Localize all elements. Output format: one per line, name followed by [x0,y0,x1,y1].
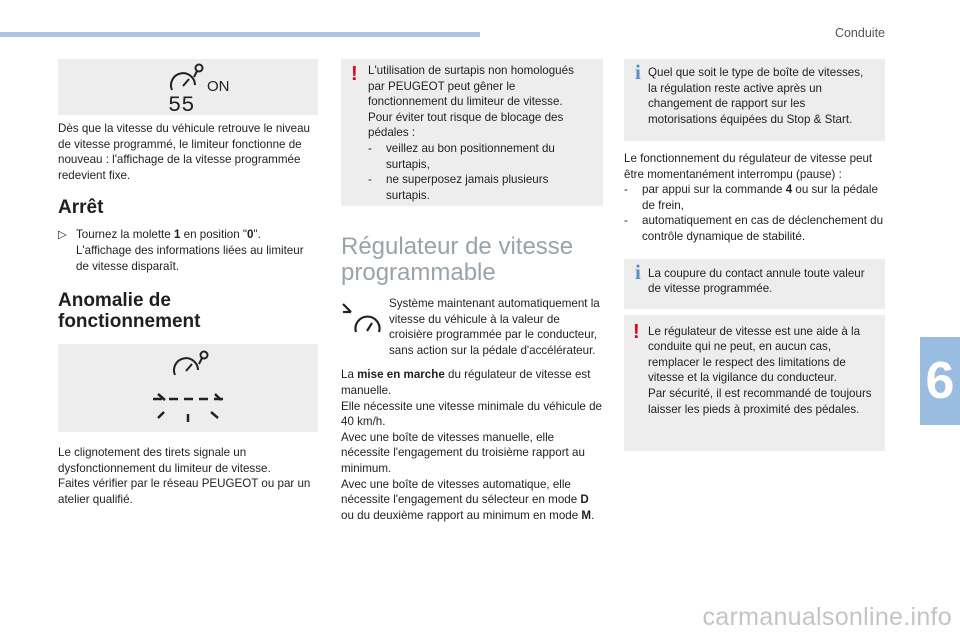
cruise-intro [341,296,603,358]
paragraph-auto-gearbox: Avec une boîte de vitesses automatique, elle nécessite l'engagement du sélecteur en mode D ou du deuxième rapport au minimum en mode M. [341,477,595,522]
header-bar [0,32,480,37]
warning-text-2: Pour éviter tout risque de blocage des pédales : [368,110,564,140]
fig1-on-label: ON [207,78,230,95]
figure-limiter-fault [58,344,318,432]
warning-icon: ! [351,63,358,85]
warning-text-2: Par sécurité, il est recommandé de toujours laisser les pieds à proximité des pédales. [648,386,872,416]
info-icon: i [635,60,641,84]
cruise-intro-text: Système maintenant automatiquement la vitesse du véhicule à la valeur de croisière programmée par le conducteur, sans action sur la pédale d'accélérateur. [389,297,600,357]
heading-arret: Arrêt [58,197,104,219]
warning-box-driving-aid [624,315,885,451]
info-icon: i [635,259,641,284]
pause-list-item: - automatiquement en cas de déclenchement du contrôle dynamique de stabilité. [624,214,884,243]
paragraph-pause: Le fonctionnement du régulateur de vitesse peut être momentanément interrompu (pause) : [624,152,873,181]
limiter-display-icon [58,59,318,115]
warning-list [368,141,591,203]
paragraph-activation: La mise en marche du régulateur de vitesse est manuelle. [341,368,591,397]
chapter-tab: 6 [920,337,960,425]
paragraph-dealer-check: Faites vérifier par le réseau PEUGEOT ou par un atelier qualifié. [58,477,311,506]
column-1 [58,59,318,508]
arret-result-text: L'affichage des informations liées au limiteur de vitesse disparaît. [76,243,304,273]
warning-list-item: - ne superposez jamais plusieurs surtapis. [368,173,549,202]
info-text: Quel que soit le type de boîte de vitesses, la régulation reste active après un changement de rapport sur les motorisations équipées du Stop & Start. [648,66,864,126]
warning-list-item: - veillez au bon positionnement du surtapis, [368,141,555,171]
column-2 [341,59,603,523]
info-box-ignition [624,259,885,309]
section-title: Conduite [834,26,885,40]
paragraph-manual-gearbox: Avec une boîte de vitesses manuelle, elle nécessite l'engagement du troisième rapport au minimum. [341,430,585,475]
figure-limiter-on [58,59,318,115]
paragraph-min-speed: Elle nécessite une vitesse minimale du véhicule de 40 km/h. [341,399,603,429]
pause-list-item: - par appui sur la commande 4 ou sur la pédale de frein, [624,183,878,212]
heading-cruise-control: Régulateur de vitesse programmable [341,233,574,286]
warning-text: Le régulateur de vitesse est une aide à la conduite qui ne peut, en aucun cas, remplacer le respect des limitations de vitesse et la vigilance du conducteur. [648,324,861,385]
warning-icon: ! [633,320,640,343]
column-3 [624,59,885,451]
arret-instruction: ▷ Tournez la molette 1 en position "0". L'affichage des informations liées au limiteur de vitesse disparaît. [58,228,304,273]
heading-anomalie: Anomalie de fonctionnement [58,290,201,333]
watermark: carmanualsonline.info [702,603,952,631]
paragraph-speed-restored: Dès que la vitesse du véhicule retrouve le niveau de vitesse programmé, le limiteur fonctionne de nouveau : l'affichage de la vitesse programmée redevient fixe. [58,122,310,182]
warning-text: L'utilisation de surtapis non homologués par PEUGEOT peut gêner le fonctionnement du limiteur de vitesse. [368,64,574,109]
cruise-control-icon [341,302,381,342]
arrow-bullet-icon: ▷ [58,228,67,242]
info-box-stop-start [624,59,885,141]
warning-box-floor-mats [341,59,603,206]
fig1-speed-value: 55 [168,93,195,115]
paragraph-dash-blink: Le clignotement des tirets signale un dysfonctionnement du limiteur de vitesse. [58,446,271,475]
pause-list [624,182,885,244]
limiter-fault-icon [58,344,318,432]
info-text: La coupure du contact annule toute valeur de vitesse programmée. [648,266,865,296]
